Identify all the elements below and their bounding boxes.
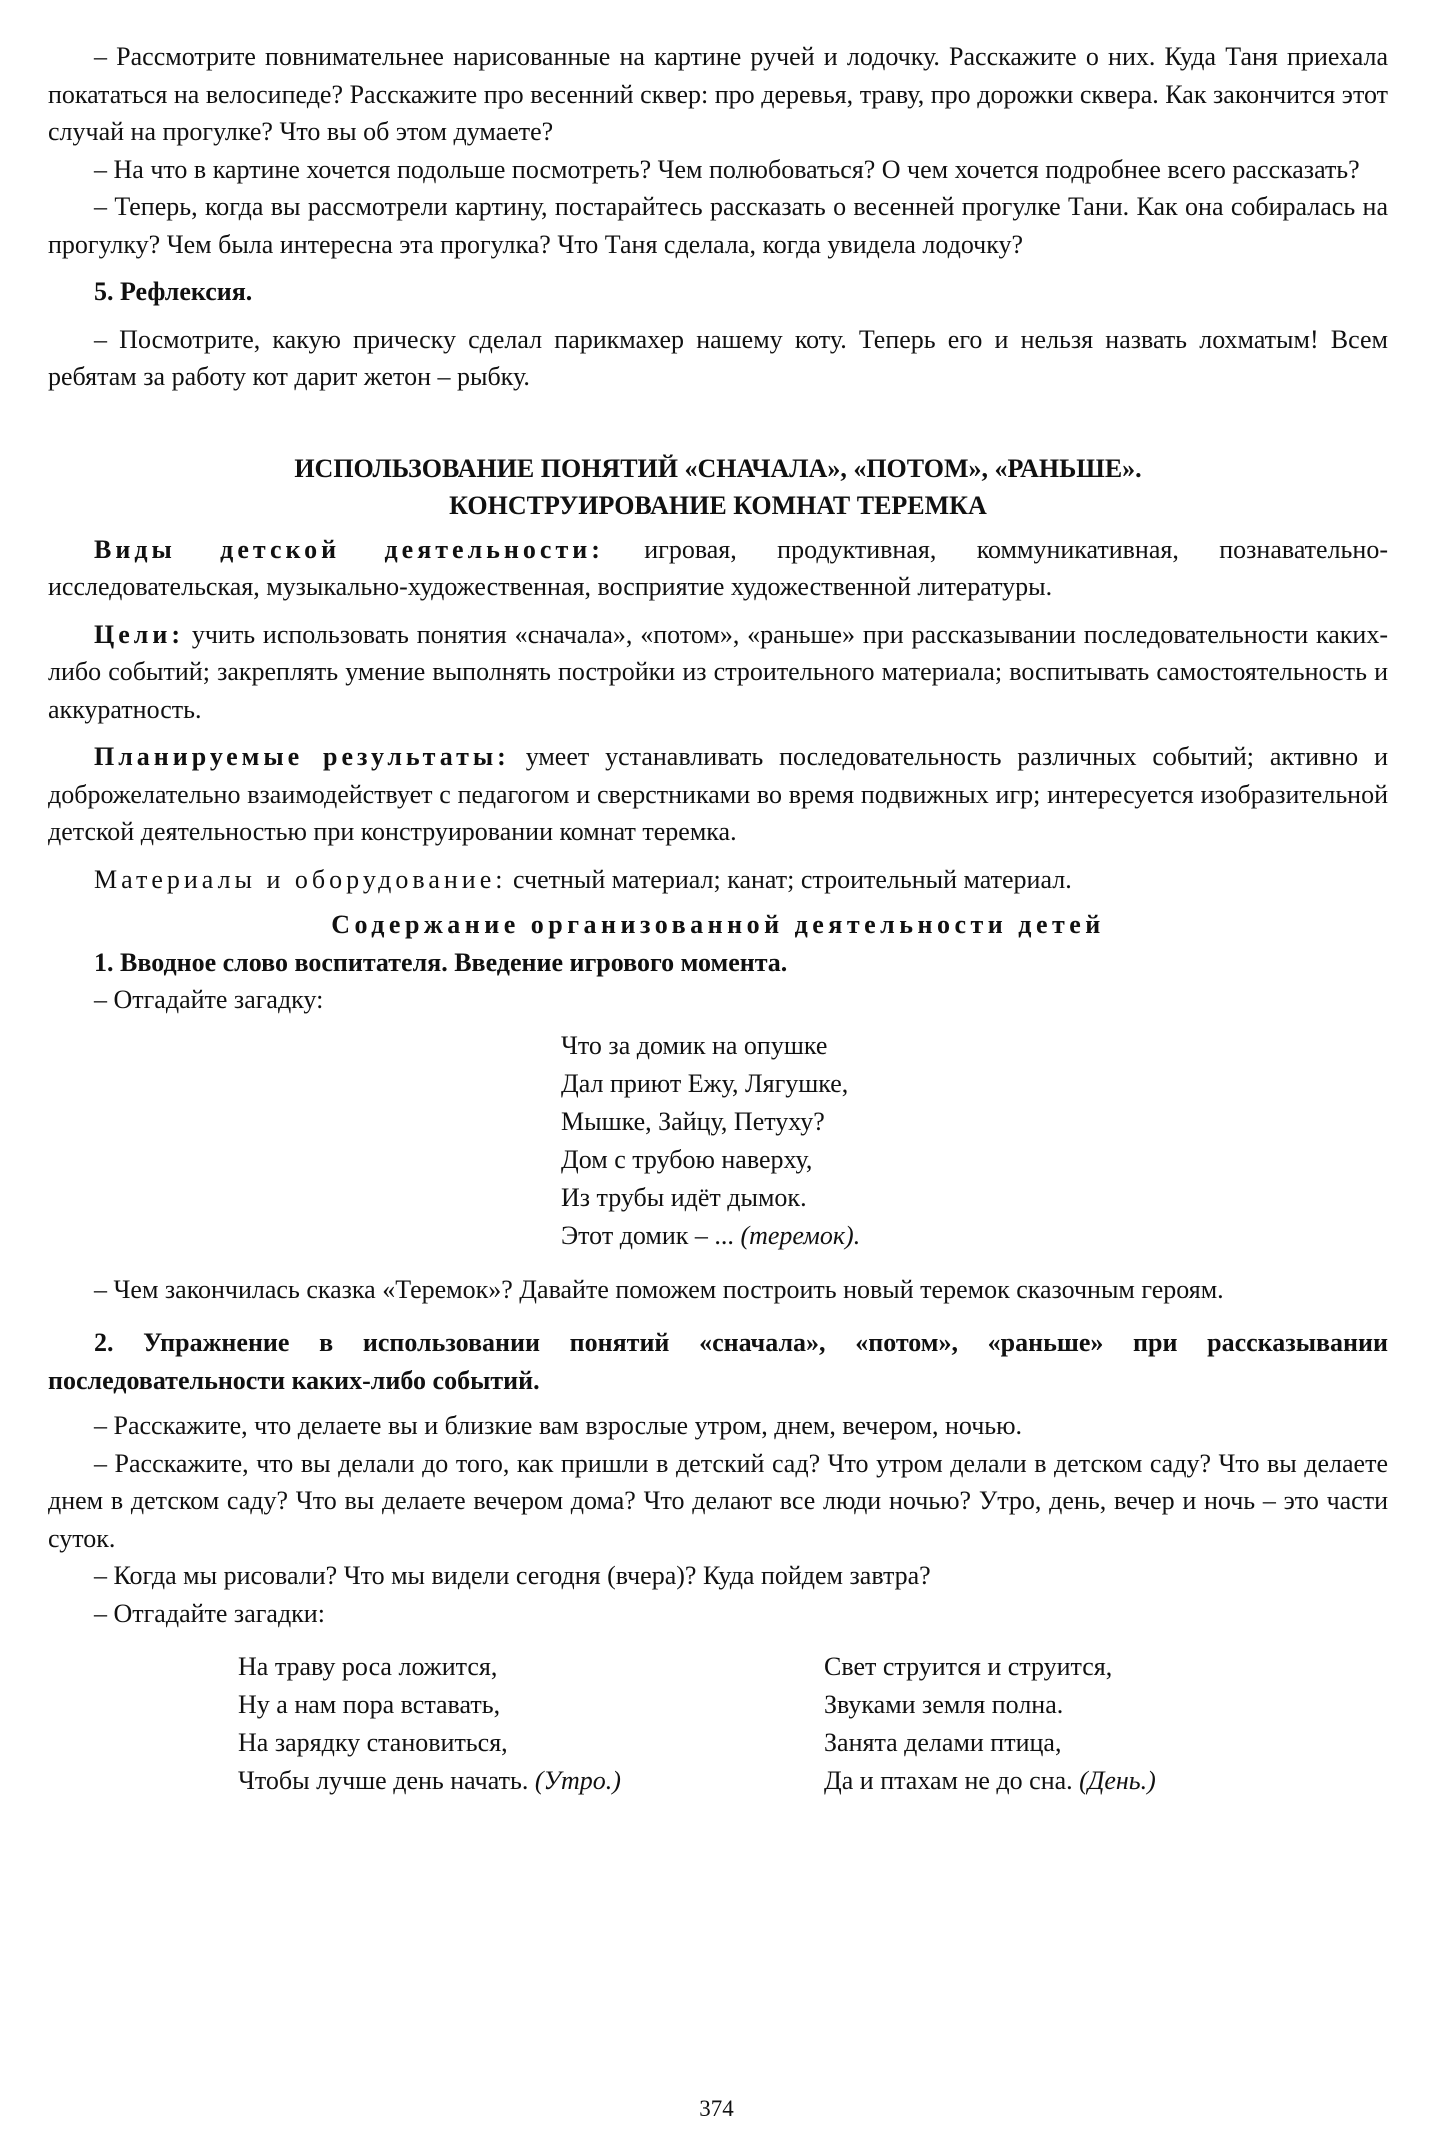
poem-line: Дал приют Ежу, Лягушке, — [561, 1068, 849, 1098]
activities-text: игровая, продуктивная, коммуникативная, познавательно-исследовательская, музыкально-художественная, восприятие художественной литературы. — [48, 534, 1388, 601]
lesson-title — [48, 450, 1388, 525]
poem-answer: (теремок). — [740, 1220, 861, 1250]
riddle-morning — [238, 1648, 824, 1800]
results-text: умеет устанавливать последовательность различных событий; активно и доброжелательно взаимодействует с педагогом и сверстниками во время подвижных игр; интересуется изобразительной детской деятельностью при конструировании комнат теремка. — [48, 742, 1388, 846]
riddle-last-text: Да и птахам не до сна. — [824, 1766, 1080, 1795]
riddle-line: Занята делами птица, — [824, 1728, 1062, 1757]
poem-line: Что за домик на опушке — [561, 1030, 828, 1060]
riddle-line: На зарядку становиться, — [238, 1728, 508, 1757]
riddle-poem — [561, 1027, 1388, 1255]
materials-label: Материалы и оборудование: — [94, 864, 507, 894]
step1-prompt: – Отгадайте загадку: — [94, 985, 324, 1014]
riddle-line: Звуками земля полна. — [824, 1690, 1064, 1719]
results-paragraph — [48, 738, 1388, 851]
content-heading: Содержание организованной деятельности детей — [331, 910, 1105, 939]
step1-heading: 1. Вводное слово воспитателя. Введение игрового момента. — [94, 947, 788, 977]
activities-label: Виды детской деятельности: — [94, 534, 604, 564]
page-body — [48, 38, 1388, 1800]
step1-after: – Чем закончилась сказка «Теремок»? Давайте поможем построить новый теремок сказочным героям. — [94, 1274, 1224, 1304]
riddle-day — [824, 1648, 1156, 1800]
step2-question-1: – Расскажите, что делаете вы и близкие вам взрослые утром, днем, вечером, ночью. — [94, 1411, 1023, 1440]
intro-paragraph-3: – Теперь, когда вы рассмотрели картину, постарайтесь рассказать о весенней прогулке Тани. Как она собиралась на прогулку? Чем была интересна эта прогулка? Что Таня сделала, когда увидела лодочку? — [48, 192, 1388, 259]
step2-question-2: – Расскажите, что вы делали до того, как пришли в детский сад? Что утром делали в детском саду? Что вы делаете днем в детском саду? Что вы делаете вечером дома? Что делают все люди ночью? Утро, день, вечер и ночь – это части суток. — [48, 1448, 1388, 1553]
riddle-last-line — [824, 1762, 1156, 1800]
goals-label: Цели: — [94, 619, 184, 649]
step2-question-4: – Отгадайте загадки: — [94, 1598, 325, 1628]
reflection-text: – Посмотрите, какую прическу сделал парикмахер нашему коту. Теперь его и нельзя назвать лохматым! Всем ребятам за работу кот дарит жетон – рыбку. — [48, 324, 1388, 391]
lesson-title-line-1: ИСПОЛЬЗОВАНИЕ ПОНЯТИЙ «СНАЧАЛА», «ПОТОМ», «РАНЬШЕ». — [294, 453, 1142, 483]
step2-heading: 2. Упражнение в использовании понятий «сначала», «потом», «раньше» при рассказывании последовательности каких-либо событий. — [48, 1328, 1388, 1395]
reflection-heading: 5. Рефлексия. — [94, 277, 253, 306]
poem-last-text: Этот домик – ... — [561, 1220, 741, 1250]
page-number: 374 — [699, 2096, 734, 2121]
goals-text: учить использовать понятия «сначала», «потом», «раньше» при рассказывании последовательности каких-либо событий; закреплять умение выполнять постройки из строительного материала; воспитывать самостоятельность и аккуратность. — [48, 619, 1388, 724]
intro-paragraph-1: – Рассмотрите повнимательнее нарисованные на картине ручей и лодочку. Расскажите о них. Куда Таня приехала покататься на велосипеде? Расскажите про весенний сквер: про деревья, траву, про дорожки сквера. Как закончится этот случай на прогулке? Что вы об этом думаете? — [48, 42, 1388, 146]
step2-question-3: – Когда мы рисовали? Что мы видели сегодня (вчера)? Куда пойдем завтра? — [94, 1561, 931, 1590]
poem-line: Из трубы идёт дымок. — [561, 1182, 807, 1212]
intro-paragraph-2: – На что в картине хочется подольше посмотреть? Чем полюбоваться? О чем хочется подробнее всего рассказать? — [94, 154, 1360, 184]
goals-paragraph — [48, 616, 1388, 729]
activities-paragraph — [48, 531, 1388, 606]
riddle-answer: (День.) — [1079, 1766, 1156, 1795]
materials-text: счетный материал; канат; строительный материал. — [506, 864, 1072, 894]
riddle-last-text: Чтобы лучше день начать. — [238, 1766, 535, 1795]
riddle-line: Свет струится и струится, — [824, 1652, 1113, 1681]
poem-line: Дом с трубою наверху, — [561, 1144, 813, 1174]
riddle-last-line — [238, 1762, 824, 1800]
poem-line: Мышке, Зайцу, Петуху? — [561, 1106, 825, 1136]
poem-last-line — [561, 1217, 1388, 1255]
riddle-line: На траву роса ложится, — [238, 1652, 498, 1681]
results-label: Планируемые результаты: — [94, 742, 510, 771]
riddles-block — [48, 1648, 1388, 1800]
riddle-answer: (Утро.) — [534, 1766, 621, 1795]
lesson-title-line-2: КОНСТРУИРОВАНИЕ КОМНАТ ТЕРЕМКА — [449, 491, 987, 520]
riddle-line: Ну а нам пора вставать, — [238, 1690, 501, 1719]
materials-paragraph — [48, 861, 1388, 899]
